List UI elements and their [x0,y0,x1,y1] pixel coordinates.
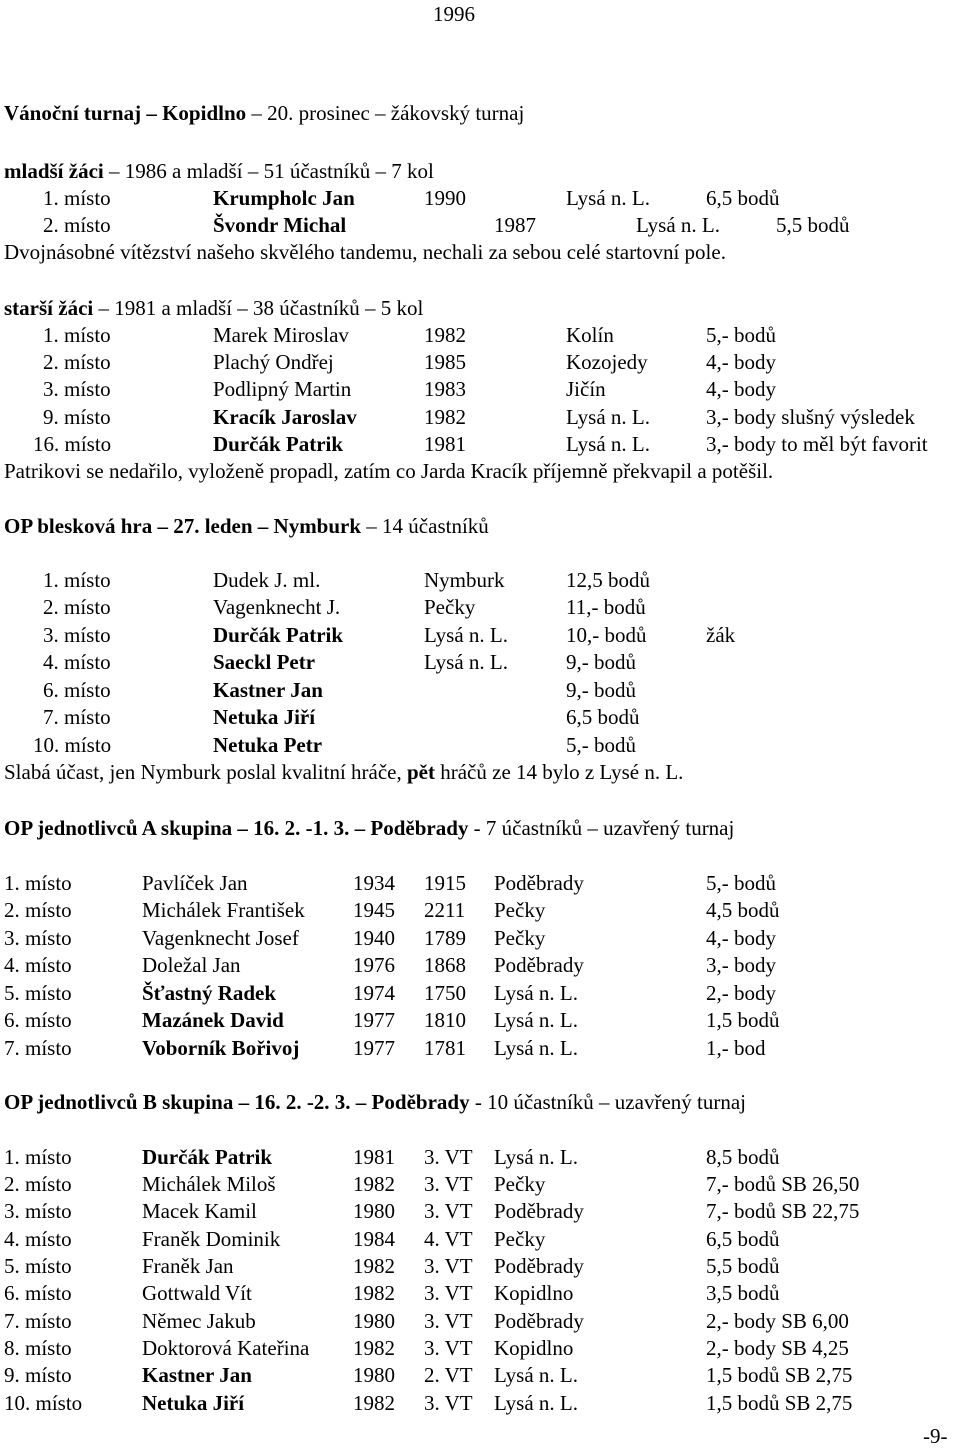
table-row [0,405,960,429]
section3-note-b: pět [406,760,435,784]
points: 2,- body [706,981,776,1005]
birth-year: 1940 [353,926,395,950]
place: 1. místo [4,871,72,895]
place: 4. místo [4,953,72,977]
table-row [0,1363,960,1387]
points-value: 4,- body [706,377,776,401]
club: Lysá n. L. [566,432,650,456]
class: 4. VT [424,1227,473,1251]
place: 5. místo [4,1254,72,1278]
table-row [0,377,960,401]
section1-category-name: mladší žáci [4,159,104,183]
table-row [0,568,960,592]
club: Poděbrady [494,1254,584,1278]
birth-year: 1934 [353,871,395,895]
place: 1. místo [4,1145,72,1169]
table-row [0,1391,960,1415]
player-name: Franěk Jan [142,1254,234,1278]
section3-title-main: OP blesková hra – 27. leden – Nymburk [4,514,362,538]
points [706,350,776,374]
class: 3. VT [424,1309,473,1333]
section1-event: Vánoční turnaj – Kopidlno [4,101,247,125]
points: 11,- bodů [566,595,646,619]
points: 1,5 bodů SB 2,75 [706,1391,853,1415]
section5-title-info: - 10 účastníků – uzavřený turnaj [469,1090,746,1114]
player-name: Netuka Jiří [142,1391,245,1415]
points: 7,- bodů SB 22,75 [706,1199,860,1223]
points: 6,5 bodů [706,186,780,210]
elo: 1810 [424,1008,466,1032]
section4-title [4,816,734,840]
place: 7. místo [4,1036,72,1060]
club: Lysá n. L. [494,1008,578,1032]
table-row [0,1172,960,1196]
player-name: Vagenknecht Josef [142,926,299,950]
place: 10. místo [33,733,112,757]
club: Pečky [494,1172,546,1196]
points-value: 5,- bodů [706,323,776,347]
table-row [0,350,960,374]
birth-year: 1982 [353,1254,395,1278]
place: 6. místo [4,1281,72,1305]
place: 9. místo [43,405,111,429]
section2-note: Patrikovi se nedařilo, vyloženě propadl, zatím co Jarda Kracík příjemně překvapil a potěšil. [4,459,774,483]
birth-year: 1982 [353,1336,395,1360]
class: 3. VT [424,1391,473,1415]
table-row [0,981,960,1005]
birth-year: 1976 [353,953,395,977]
birth-year: 1982 [353,1172,395,1196]
table-row [0,705,960,729]
points: 3,- body [706,953,776,977]
player-name: Němec Jakub [142,1309,256,1333]
club: Lysá n. L. [494,981,578,1005]
player-name: Marek Miroslav [213,323,349,347]
place: 8. místo [4,1336,72,1360]
place: 2. místo [43,595,111,619]
player-name: Pavlíček Jan [142,871,248,895]
player-name: Saeckl Petr [213,650,316,674]
place: 3. místo [4,1199,72,1223]
club: Kozojedy [566,350,648,374]
table-row [0,1036,960,1060]
player-name: Voborník Bořivoj [142,1036,300,1060]
place: 7. místo [4,1309,72,1333]
elo: 1868 [424,953,466,977]
class: 3. VT [424,1199,473,1223]
class: 3. VT [424,1172,473,1196]
table-row [0,323,960,347]
points: 5,5 bodů [776,213,850,237]
player-name: Šťastný Radek [142,981,277,1005]
player-name: Kracík Jaroslav [213,405,357,429]
elo: 1789 [424,926,466,950]
birth-year: 1981 [353,1145,395,1169]
section1-note: Dvojnásobné vítězství našeho skvělého tandemu, nechali za sebou celé startovní pole. [4,240,726,264]
place: 3. místo [43,377,111,401]
place: 2. místo [43,350,111,374]
points: 2,- body SB 4,25 [706,1336,849,1360]
player-name: Mazánek David [142,1008,284,1032]
table-row [0,871,960,895]
table-row [0,650,960,674]
place: 6. místo [4,1008,72,1032]
points: 1,5 bodů SB 2,75 [706,1363,853,1387]
birth-year: 1980 [353,1309,395,1333]
place: 7. místo [43,705,111,729]
table-row [0,1008,960,1032]
birth-year: 1987 [494,213,536,237]
player-name: Podlipný Martin [213,377,352,401]
player-name: Kastner Jan [142,1363,252,1387]
points: 6,5 bodů [566,705,640,729]
points: 5,- bodů [706,871,776,895]
class: 3. VT [424,1336,473,1360]
club: Pečky [494,898,546,922]
points: 5,5 bodů [706,1254,780,1278]
birth-year: 1974 [353,981,395,1005]
place: 10. místo [4,1391,83,1415]
section1-title [4,101,524,125]
table-row [0,213,960,237]
club: Pečky [494,926,546,950]
section2-category-name: starší žáci [4,296,94,320]
table-row [0,623,960,647]
club: Lysá n. L. [494,1391,578,1415]
points: 3,5 bodů [706,1281,780,1305]
section1-category [4,159,434,183]
table-row [0,953,960,977]
player-name: Michálek František [142,898,305,922]
player-name: Michálek Miloš [142,1172,276,1196]
club: Pečky [424,595,476,619]
table-row [0,898,960,922]
table-row [0,926,960,950]
points: 6,5 bodů [706,1227,780,1251]
player-name: Gottwald Vít [142,1281,252,1305]
table-row [0,1281,960,1305]
club: Kopidlno [494,1281,574,1305]
club: Poděbrady [494,1199,584,1223]
birth-year: 1977 [353,1008,395,1032]
note: žák [706,623,736,647]
place: 5. místo [4,981,72,1005]
player-name: Doktorová Kateřina [142,1336,310,1360]
player-name: Švondr Michal [213,213,347,237]
points: 1,- bod [706,1036,766,1060]
table-row [0,1227,960,1251]
points: 7,- bodů SB 26,50 [706,1172,860,1196]
birth-year: 1982 [424,323,466,347]
player-name: Doležal Jan [142,953,241,977]
player-name: Durčák Patrik [213,623,344,647]
table-row [0,1254,960,1278]
section3-title [4,514,489,538]
club: Lysá n. L. [566,186,650,210]
points: 1,5 bodů [706,1008,780,1032]
birth-year: 1982 [353,1281,395,1305]
player-name: Durčák Patrik [142,1145,273,1169]
table-row [0,678,960,702]
year-header: 1996 [433,2,475,26]
points: 4,5 bodů [706,898,780,922]
points: 5,- bodů [566,733,636,757]
section5-title-main: OP jednotlivců B skupina – 16. 2. -2. 3. – Poděbrady [4,1090,470,1114]
birth-year: 1982 [424,405,466,429]
player-name: Dudek J. ml. [213,568,321,592]
table-row [0,432,960,456]
points: 8,5 bodů [706,1145,780,1169]
points-note: to měl být favorit [776,432,928,456]
points: 4,- body [706,926,776,950]
table-row [0,1199,960,1223]
section4-title-info: - 7 účastníků – uzavřený turnaj [468,816,735,840]
club: Kopidlno [494,1336,574,1360]
player-name: Franěk Dominik [142,1227,281,1251]
place: 1. místo [43,323,111,347]
points: 12,5 bodů [566,568,650,592]
birth-year: 1980 [353,1199,395,1223]
section1-category-info: – 1986 a mladší – 51 účastníků – 7 kol [103,159,434,183]
player-name: Vagenknecht J. [213,595,341,619]
elo: 1750 [424,981,466,1005]
elo: 1915 [424,871,466,895]
points [706,377,776,401]
place: 6. místo [43,678,111,702]
club: Lysá n. L. [636,213,720,237]
player-name: Kastner Jan [213,678,323,702]
club: Pečky [494,1227,546,1251]
section3-note [4,760,683,784]
place: 1. místo [43,186,111,210]
birth-year: 1977 [353,1036,395,1060]
birth-year: 1981 [424,432,466,456]
place: 1. místo [43,568,111,592]
points: 9,- bodů [566,650,636,674]
club: Lysá n. L. [494,1363,578,1387]
section5-title [4,1090,746,1114]
club: Poděbrady [494,871,584,895]
points: 9,- bodů [566,678,636,702]
birth-year: 1990 [424,186,466,210]
place: 4. místo [4,1227,72,1251]
place: 3. místo [43,623,111,647]
class: 3. VT [424,1145,473,1169]
page-number: -9- [923,1424,948,1448]
player-name: Netuka Jiří [213,705,316,729]
place: 2. místo [4,898,72,922]
table-row [0,733,960,757]
points [706,323,776,347]
club: Lysá n. L. [424,650,508,674]
table-row [0,1309,960,1333]
player-name: Krumpholc Jan [213,186,355,210]
club: Lysá n. L. [566,405,650,429]
points [706,405,915,429]
section4-title-main: OP jednotlivců A skupina – 16. 2. -1. 3. – Poděbrady [4,816,469,840]
player-name: Macek Kamil [142,1199,257,1223]
section2-category-info: – 1981 a mladší – 38 účastníků – 5 kol [93,296,424,320]
club: Nymburk [424,568,505,592]
player-name: Plachý Ondřej [213,350,334,374]
section1-date: – 20. prosinec – žákovský turnaj [246,101,525,125]
class: 3. VT [424,1281,473,1305]
place: 4. místo [43,650,111,674]
points [706,432,928,456]
table-row [0,595,960,619]
place: 3. místo [4,926,72,950]
section3-title-info: – 14 účastníků [361,514,489,538]
points-value: 3,- body [706,432,776,456]
birth-year: 1982 [353,1391,395,1415]
place: 16. místo [33,432,112,456]
club: Poděbrady [494,953,584,977]
class: 2. VT [424,1363,473,1387]
club: Kolín [566,323,614,347]
birth-year: 1945 [353,898,395,922]
points-note: slušný výsledek [776,405,915,429]
club: Jičín [566,377,606,401]
club: Poděbrady [494,1309,584,1333]
section2-category [4,296,423,320]
club: Lysá n. L. [494,1145,578,1169]
points-value: 3,- body [706,405,776,429]
elo: 2211 [424,898,466,922]
birth-year: 1984 [353,1227,395,1251]
club: Lysá n. L. [424,623,508,647]
points: 10,- bodů [566,623,647,647]
birth-year: 1980 [353,1363,395,1387]
elo: 1781 [424,1036,466,1060]
table-row [0,186,960,210]
points: 2,- body SB 6,00 [706,1309,849,1333]
section3-note-c: hráčů ze 14 bylo z Lysé n. L. [434,760,684,784]
birth-year: 1983 [424,377,466,401]
place: 2. místo [4,1172,72,1196]
section3-note-a: Slabá účast, jen Nymburk poslal kvalitní hráče, [4,760,407,784]
table-row [0,1336,960,1360]
club: Lysá n. L. [494,1036,578,1060]
table-row [0,1145,960,1169]
player-name: Netuka Petr [213,733,323,757]
player-name: Durčák Patrik [213,432,344,456]
birth-year: 1985 [424,350,466,374]
place: 9. místo [4,1363,72,1387]
points-value: 4,- body [706,350,776,374]
class: 3. VT [424,1254,473,1278]
place: 2. místo [43,213,111,237]
